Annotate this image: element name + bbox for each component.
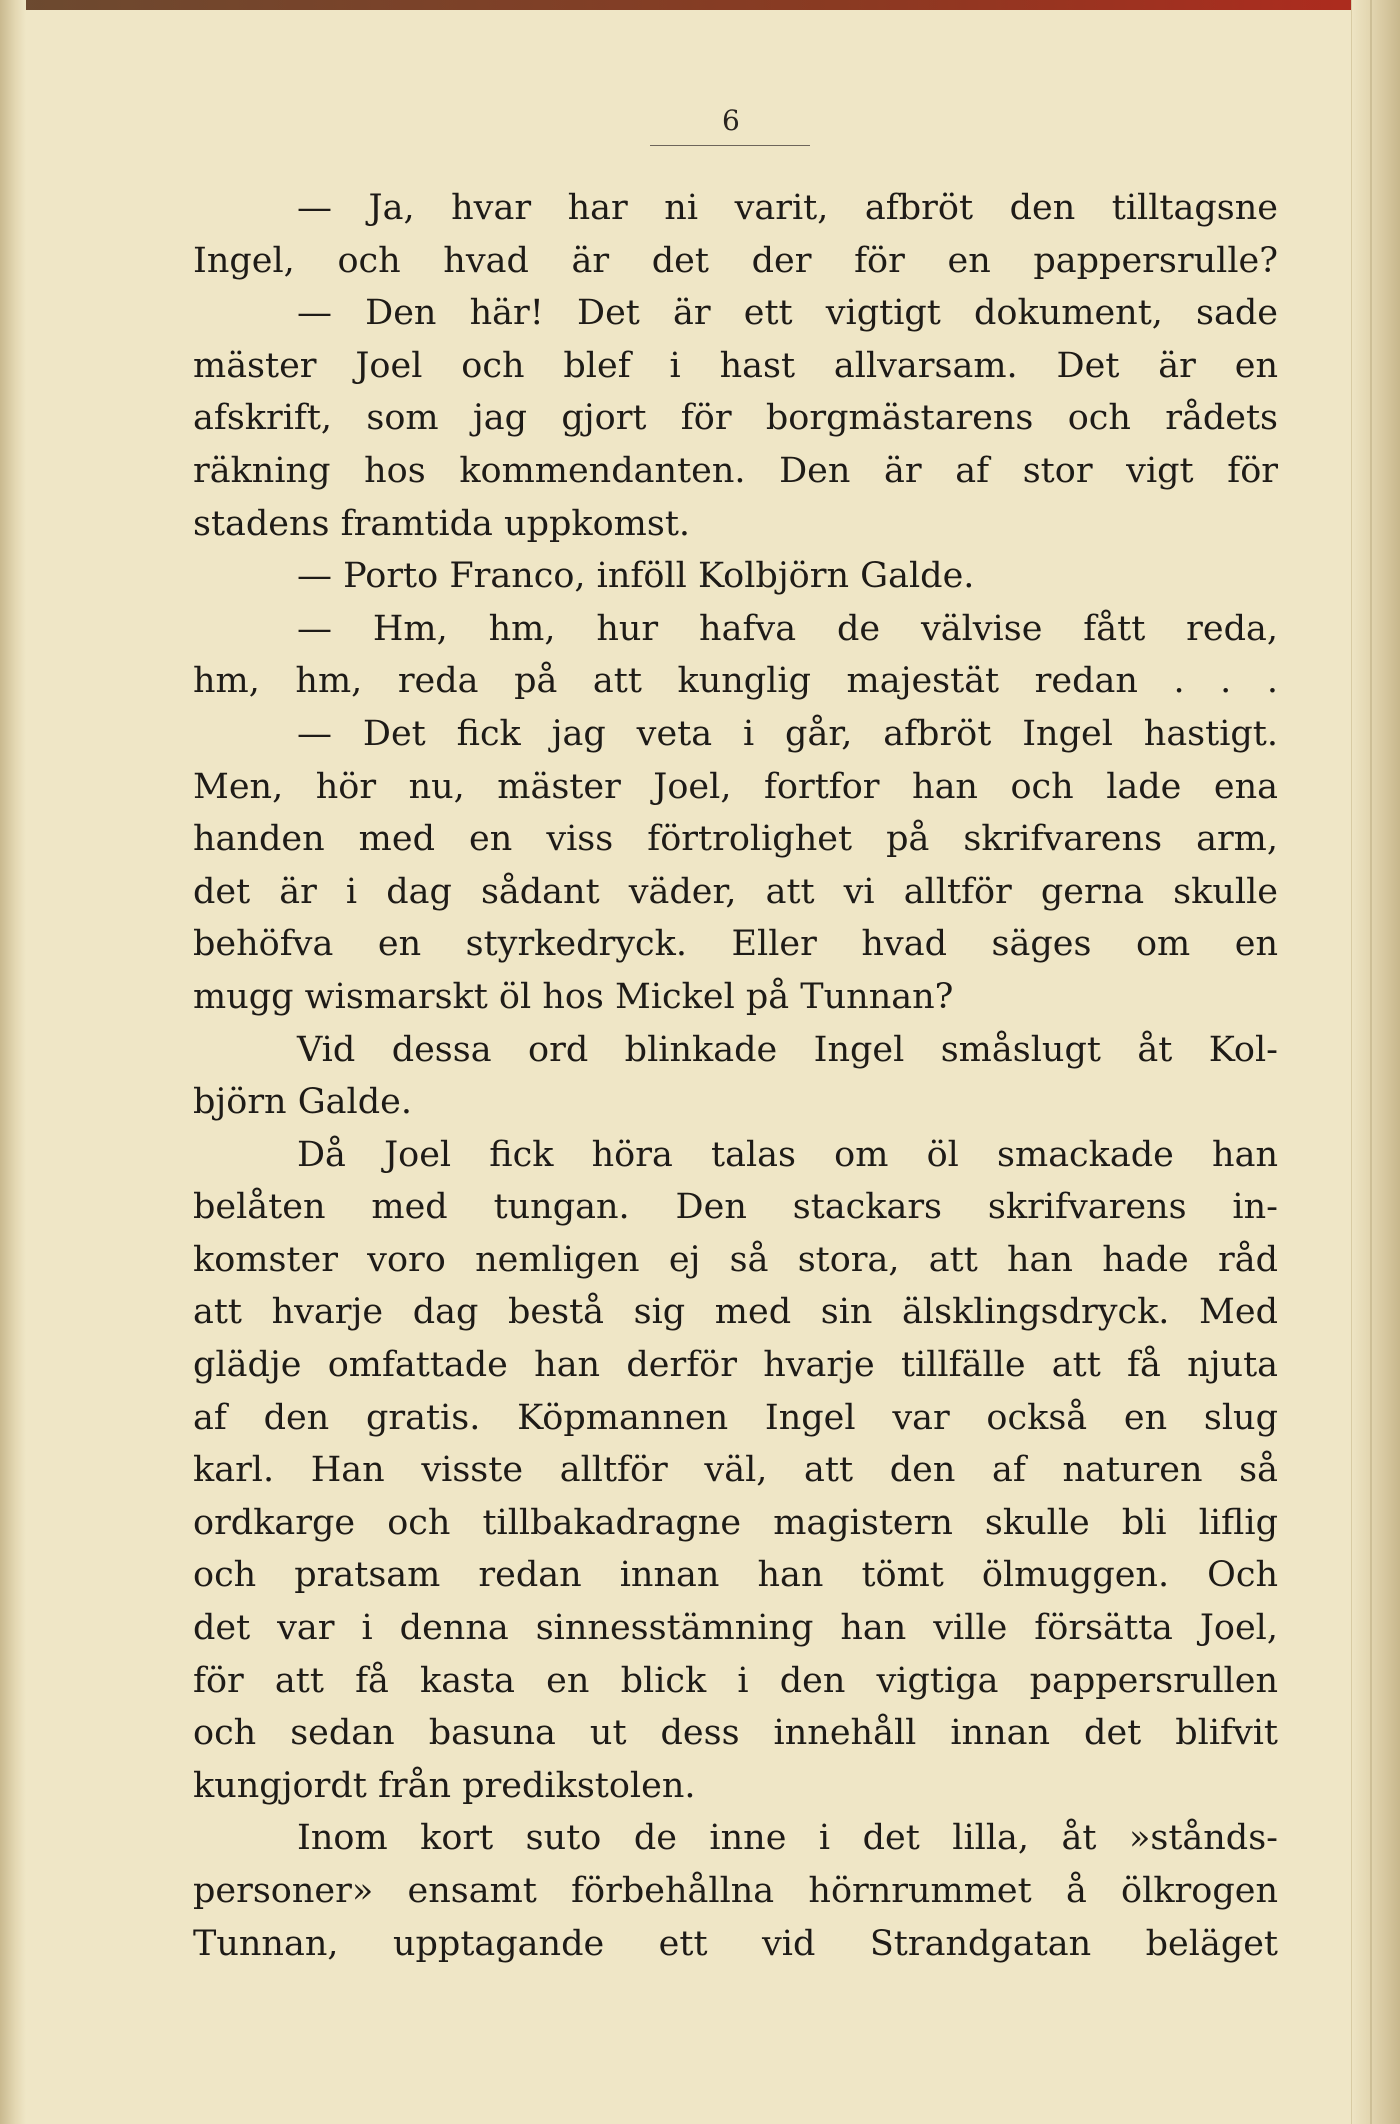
text-line: — Det fick jag veta i går, afbröt Ingel hastigt.	[297, 713, 1278, 754]
text-line: personer» ensamt förbehållna hörnrummet å ölkrogen	[193, 1871, 1278, 1911]
text-line: det är i dag sådant väder, att vi alltför gerna skulle	[193, 871, 1278, 912]
text-line: — Hm, hm, hur hafva de välvise fått reda,	[297, 608, 1278, 649]
text-line: — Ja, hvar har ni varit, afbröt den tilltagsne	[297, 188, 1278, 228]
text-line: stadens framtida uppkomst.	[193, 503, 691, 544]
book-cover-edge-top	[0, 0, 1400, 10]
text-line: kungjordt från predikstolen.	[193, 1765, 696, 1806]
text-line: komster voro nemligen ej så stora, att han hade råd	[193, 1239, 1278, 1280]
text-line: för att få kasta en blick i den vigtiga pappersrullen	[193, 1660, 1278, 1701]
text-line: mugg wismarskt öl hos Mickel på Tunnan?	[193, 976, 954, 1017]
text-line: Men, hör nu, mäster Joel, fortfor han och lade ena	[193, 766, 1278, 807]
text-line: Tunnan, upptagande ett vid Strandgatan beläget	[193, 1923, 1278, 1964]
page-stack-edge-right	[1351, 0, 1400, 2124]
text-line: Då Joel fick höra talas om öl smackade han	[297, 1134, 1278, 1175]
text-line: — Den här! Det är ett vigtigt dokument, sade	[297, 293, 1278, 334]
text-line: ordkarge och tillbakadragne magistern skulle bli liflig	[193, 1502, 1278, 1543]
text-line: Ingel, och hvad är det der för en pappersrulle?	[193, 240, 1278, 281]
text-line: — Porto Franco, inföll Kolbjörn Galde.	[297, 556, 975, 597]
text-line: mäster Joel och blef i hast allvarsam. Det är en	[193, 345, 1278, 386]
text-line: räkning hos kommendanten. Den är af stor vigt för	[193, 450, 1278, 491]
text-line: belåten med tungan. Den stackars skrifvarens in-	[193, 1187, 1278, 1228]
text-line: handen med en viss förtrolighet på skrifvarens arm,	[193, 819, 1278, 860]
text-line: karl. Han visste alltför väl, att den af naturen så	[193, 1450, 1278, 1491]
text-line: det var i denna sinnesstämning han ville försätta Joel,	[193, 1608, 1278, 1649]
body-text	[193, 182, 1278, 1970]
text-line: Vid dessa ord blinkade Ingel småslugt åt Kol-	[297, 1029, 1278, 1070]
text-line: hm, hm, reda på att kunglig majestät redan . . .	[193, 661, 1278, 702]
text-line: att hvarje dag bestå sig med sin älsklingsdryck. Med	[193, 1292, 1278, 1333]
text-line: behöfva en styrkedryck. Eller hvad säges om en	[193, 924, 1278, 965]
text-line: björn Galde.	[193, 1082, 412, 1123]
text-line: afskrift, som jag gjort för borgmästarens och rådets	[193, 398, 1278, 439]
header-rule	[650, 145, 810, 146]
page-number: 6	[722, 104, 740, 137]
text-line: glädje omfattade han derför hvarje tillfälle att få njuta	[193, 1345, 1278, 1386]
text-line: af den gratis. Köpmannen Ingel var också en slug	[193, 1397, 1278, 1438]
text-line: och pratsam redan innan han tömt ölmuggen. Och	[193, 1555, 1278, 1596]
page-gutter-left	[0, 0, 26, 2124]
text-line: och sedan basuna ut dess innehåll innan det blifvit	[193, 1713, 1278, 1754]
text-line: Inom kort suto de inne i det lilla, åt »stånds-	[297, 1818, 1278, 1859]
